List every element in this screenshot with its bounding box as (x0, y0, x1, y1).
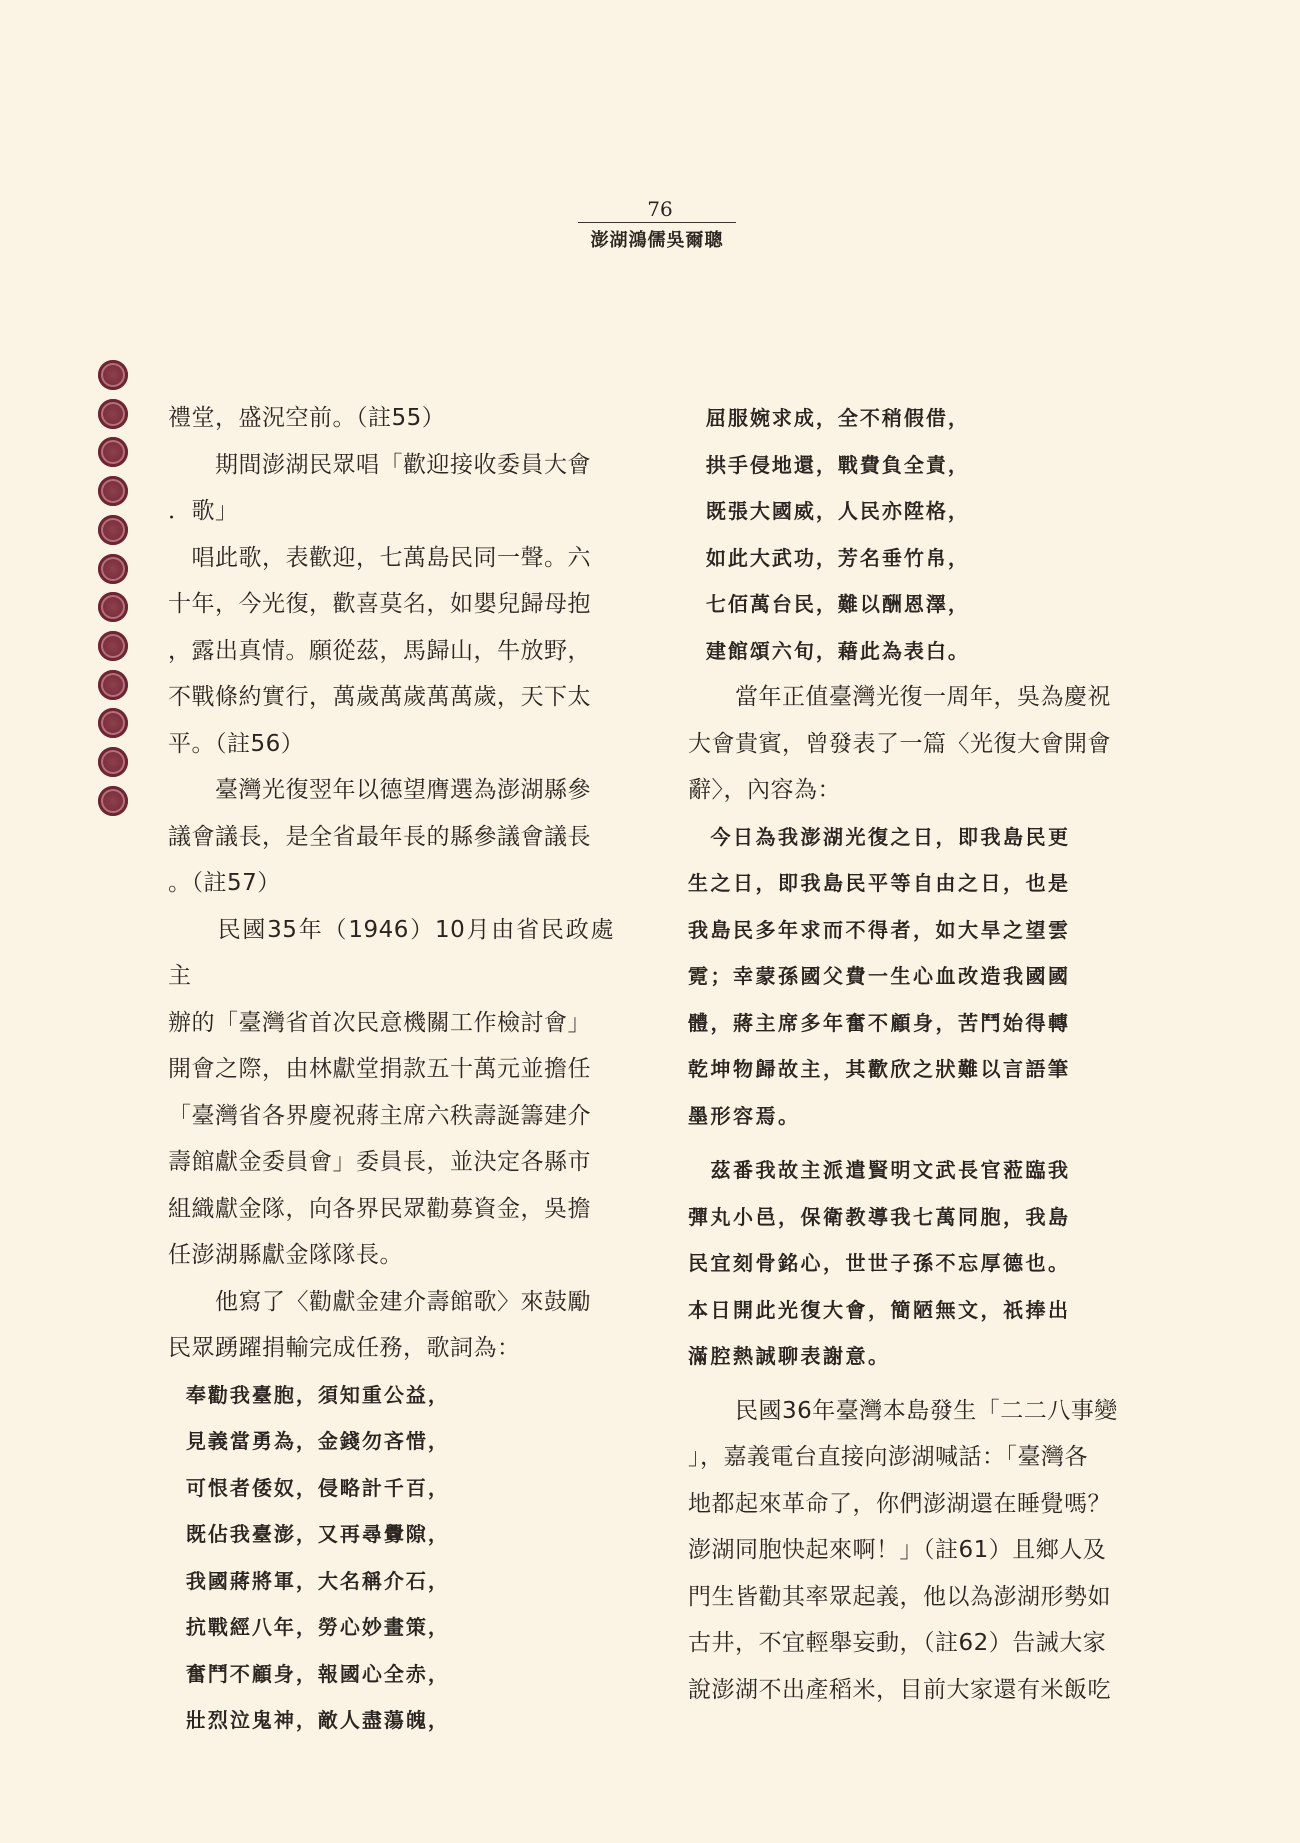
seal-icon (98, 515, 128, 545)
left-column (168, 395, 614, 1744)
seal-icon (98, 747, 128, 777)
seal-icon (98, 708, 128, 738)
paragraph: 他寫了〈勸獻金建介壽館歌〉來鼓勵 民眾踴躍捐輸完成任務，歌詞為： (168, 1288, 591, 1361)
seal-icon (98, 592, 128, 622)
paragraph: 民國35年（1946）10月由省民政處主 辦的「臺灣省首次民意機關工作檢討會」 開會之際，由林獻堂捐款五十萬元並擔任 「臺灣省各界慶祝蔣主席六秩壽誕籌建介 壽館獻金委員會」委員長，並決定各縣市 組織獻金隊，向各界民眾勸募資金，吳擔 任澎湖縣獻金隊隊長。 (168, 916, 614, 1268)
paragraph: 當年正值臺灣光復一周年，吳為慶祝 大會貴賓，曾發表了一篇〈光復大會開會 辭〉，內容為： (688, 684, 1111, 803)
verse-block: 奉勸我臺胞，須知重公益， 見義當勇為，金錢勿吝惜， 可恨者倭奴，侵略計千百， 既佔我臺澎，又再尋釁隙， 我國蔣將軍，大名稱介石， 抗戰經八年，勞心妙畫策， 奮鬥不顧身，報國心全赤， 壯烈泣鬼神，敵人盡蕩魄， (185, 1382, 450, 1732)
right-column (688, 395, 1138, 1713)
speech-quote: 茲番我故主派遣賢明文武長官蒞臨我 彈丸小邑，保衛教導我七萬同胞，我島 民宜刻骨銘心，世世子孫不忘厚德也。 本日開此光復大會，簡陋無文，祇捧出 滿腔熱誠聊表謝意。 (688, 1158, 1071, 1368)
paragraph: 民國36年臺灣本島發生「二二八事變 」，嘉義電台直接向澎湖喊話：「臺灣各 地都起來革命了，你們澎湖還在睡覺嗎？ 澎湖同胞快起來啊！」（註61）且鄉人及 門生皆勸其率眾起義，他以為澎湖形勢如 古井，不宜輕舉妄動，（註62）告誡大家 說澎湖不出產稻米，目前大家還有米飯吃 (688, 1397, 1118, 1703)
seal-icon (98, 554, 128, 584)
seal-icon (98, 360, 128, 390)
paragraph: 臺灣光復翌年以德望膺選為澎湖縣參 議會議長，是全省最年長的縣參議會議長 。（註57） (168, 777, 591, 896)
speech-quote: 今日為我澎湖光復之日，即我島民更 生之日，即我島民平等自由之日，也是 我島民多年求而不得者，如大旱之望雲 霓；幸蒙孫國父費一生心血改造我國國 體，蔣主席多年奮不顧身，苦鬥始得轉 乾坤物歸故主，其歡欣之狀難以言語筆 墨形容焉。 (688, 824, 1071, 1128)
seal-strip (96, 360, 130, 816)
seal-icon (98, 786, 128, 816)
seal-icon (98, 670, 128, 700)
verse-block: 屈服婉求成，全不稍假借， 拱手侵地還，戰費負全責， 既張大國威，人民亦陞格， 如此大武功，芳名垂竹帛， 七佰萬台民，難以酬恩澤， 建館頌六旬，藉此為表白。 (705, 406, 970, 663)
seal-icon (98, 631, 128, 661)
song-lyrics: 唱此歌，表歡迎，七萬島民同一聲。六 十年，今光復，歡喜莫名，如嬰兒歸母抱 ，露出真情。願從茲，馬歸山，牛放野， 不戰條約實行，萬歲萬歲萬萬歲，天下太 平。（註56） (168, 544, 591, 757)
paragraph: 禮堂，盛況空前。（註55） (168, 405, 446, 431)
running-title: 澎湖鴻儒吳爾聰 (590, 230, 724, 251)
page-number: 76 (647, 197, 673, 221)
seal-icon (98, 399, 128, 429)
seal-icon (98, 437, 128, 467)
paragraph: 期間澎湖民眾唱「歡迎接收委員大會 ．歌」 (168, 451, 591, 524)
seal-icon (98, 476, 128, 506)
header-rule (578, 222, 736, 223)
